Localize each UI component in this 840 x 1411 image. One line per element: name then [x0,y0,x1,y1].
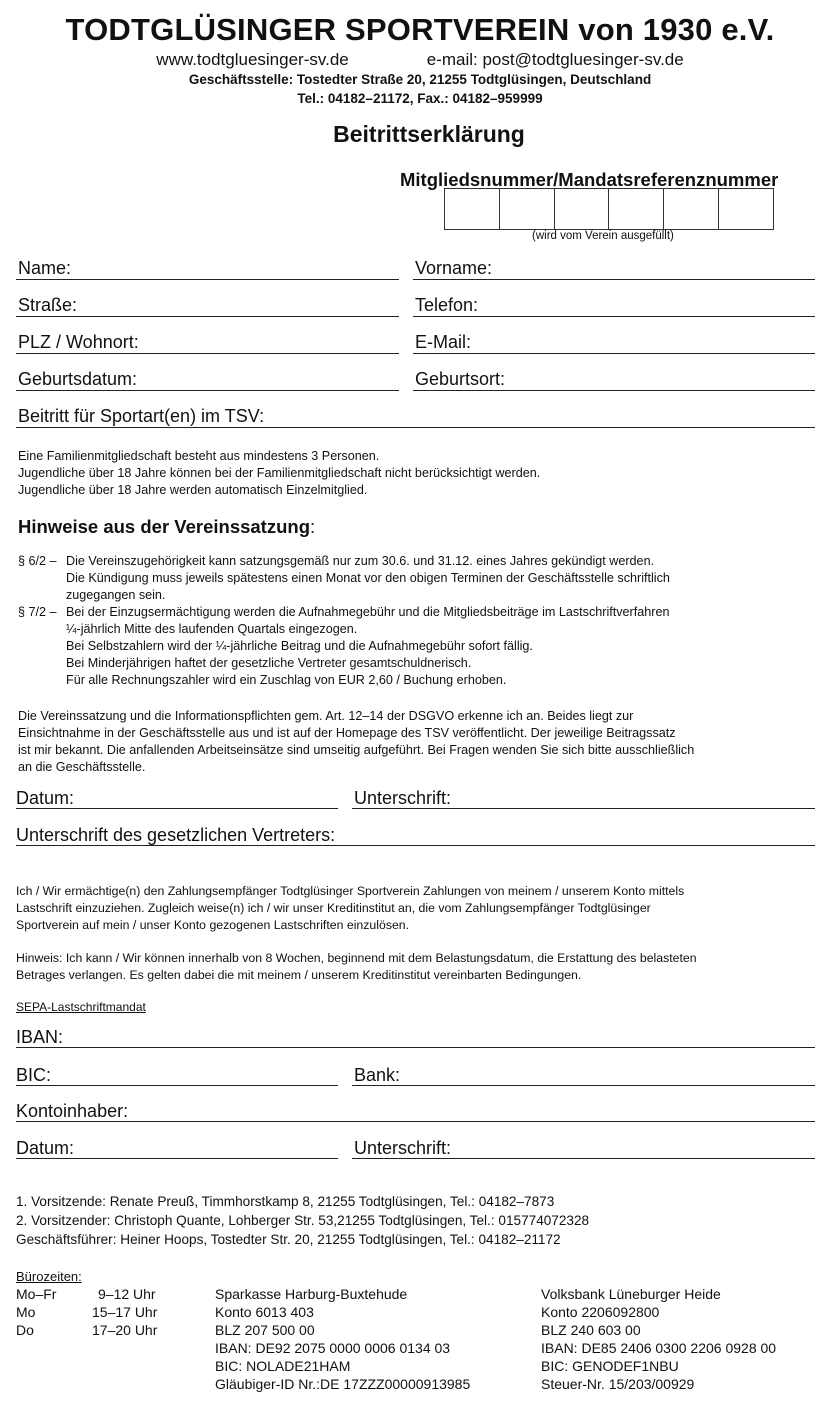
mandate-note-line: Betrages verlangen. Es gelten dabei die mit meinem / unserem Kreditinstitut vereinbarten Bedingungen. [16,968,582,982]
member-number-box[interactable] [719,189,773,229]
member-number-box[interactable] [445,189,500,229]
paragraph-line: Bei der Einzugsermächtigung werden die Aufnahmegebühr und die Mitgliedsbeiträge im Lastschriftverfahren [66,605,670,619]
dsgvo-line: ist mir bekannt. Die anfallenden Arbeitseinsätze sind umseitig aufgeführt. Bei Fragen wenden Sie sich bitte ausschließlich [18,743,695,757]
paragraph-label: § 6/2 – [18,554,57,568]
mandate-line: Sportverein auf mein / unser Konto gezogenen Lastschriften einzulösen. [16,918,410,932]
bank1-line: Gläubiger-ID Nr.:DE 17ZZZ00000913985 [215,1376,471,1392]
bic-field[interactable] [16,1085,338,1086]
bank2-line: BLZ 240 603 00 [541,1322,641,1338]
sepa-datum-label: Datum: [16,1138,75,1158]
office-phone: Tel.: 04182–21172, Fax.: 04182–959999 [297,91,543,106]
sepa-title: SEPA-Lastschriftmandat [16,1000,146,1014]
paragraph-line: Die Kündigung muss jeweils spätestens einen Monat vor den obigen Terminen der Geschäftsstelle schriftlich [66,571,670,585]
paragraph-line: Bei Minderjährigen haftet der gesetzliche Vertreter gesamtschuldnerisch. [66,656,472,670]
sepa-unterschrift-field[interactable] [352,1158,815,1159]
office-hours-title: Bürozeiten: [16,1269,82,1284]
bank1-line: Sparkasse Harburg-Buxtehude [215,1286,408,1302]
bank1-line: IBAN: DE92 2075 0000 0006 0134 03 [215,1340,451,1356]
member-number-note: (wird vom Verein ausgefüllt) [532,230,674,242]
bank-field[interactable] [352,1085,815,1086]
member-number-boxes[interactable] [444,188,774,230]
board-line: 1. Vorsitzende: Renate Preuß, Timmhorstkamp 8, 21255 Todtglüsingen, Tel.: 04182–7873 [16,1194,555,1209]
email-label: E-Mail: [415,332,472,352]
paragraph-line: ¼-jährlich Mitte des laufenden Quartals eingezogen. [66,622,358,636]
sepa-unterschrift-label: Unterschrift: [354,1138,452,1158]
member-number-label: Mitgliedsnummer/Mandatsreferenznummer [400,169,779,190]
strasse-field[interactable] [16,316,399,317]
kontoinhaber-field[interactable] [16,1121,815,1122]
sportart-label: Beitritt für Sportart(en) im TSV: [18,406,265,426]
bank2-line: Konto 2206092800 [541,1304,660,1320]
telefon-label: Telefon: [415,295,479,315]
office-hours-time: 9–12 Uhr [98,1286,156,1302]
sepa-datum-field[interactable] [16,1158,338,1159]
kontoinhaber-label: Kontoinhaber: [16,1101,129,1121]
paragraph-line: zugegangen sein. [66,588,166,602]
dsgvo-line: Die Vereinssatzung und die Informationspflichten gem. Art. 12–14 der DSGVO erkenne ich an. Beides liegt zur [18,709,634,723]
board-line: 2. Vorsitzender: Christoph Quante, Lohberger Str. 53,21255 Todtglüsingen, Tel.: 015774072328 [16,1213,590,1228]
office-hours-day: Do [16,1322,34,1338]
bank1-line: Konto 6013 403 [215,1304,314,1320]
office-hours-day: Mo [16,1304,36,1320]
mandate-line: Ich / Wir ermächtige(n) den Zahlungsempfänger Todtglüsinger Sportverein Zahlungen von meinem / unserem Konto mittels [16,884,685,898]
geburtsdatum-field[interactable] [16,390,399,391]
dsgvo-line: Einsichtnahme in der Geschäftsstelle aus und ist auf der Homepage des TSV veröffentlicht. Der jeweilige Beitragssatz [18,726,676,740]
member-number-box[interactable] [555,189,610,229]
bank2-line: BIC: GENODEF1NBU [541,1358,679,1374]
unterschrift-label: Unterschrift: [354,788,452,808]
office-hours-time: 15–17 Uhr [92,1304,158,1320]
iban-field[interactable] [16,1047,815,1048]
member-number-box[interactable] [609,189,664,229]
dsgvo-line: an die Geschäftsstelle. [18,760,146,774]
paragraph-label: § 7/2 – [18,605,57,619]
mandate-note-line: Hinweis: Ich kann / Wir können innerhalb von 8 Wochen, beginnend mit dem Belastungsdatum, die Erstattung des belasteten [16,951,697,965]
family-info-line: Jugendliche über 18 Jahre werden automatisch Einzelmitglied. [18,483,368,497]
geburtsort-label: Geburtsort: [415,369,506,389]
geburtsort-field[interactable] [413,390,815,391]
email-link[interactable]: e-mail: post@todtgluesinger-sv.de [426,50,684,69]
office-hours-day: Mo–Fr [16,1286,57,1302]
mandate-line: Lastschrift einzuziehen. Zugleich weise(n) ich / wir unser Kreditinstitut an, die vom Zahlungsempfänger Todtglüsinger [16,901,651,915]
plz-ort-field[interactable] [16,353,399,354]
office-hours-time: 17–20 Uhr [92,1322,158,1338]
office-address: Geschäftsstelle: Tostedter Straße 20, 21255 Todtglüsingen, Deutschland [188,72,652,87]
website-link[interactable]: www.todtgluesinger-sv.de [156,50,349,69]
bank-label: Bank: [354,1065,401,1085]
datum-field[interactable] [16,808,338,809]
paragraph-line: Für alle Rechnungszahler wird ein Zuschlag von EUR 2,60 / Buchung erhoben. [66,673,507,687]
name-label: Name: [18,258,72,278]
vertreter-label: Unterschrift des gesetzlichen Vertreters: [16,825,336,845]
bank1-line: BIC: NOLADE21HAM [215,1358,351,1374]
bank1-line: BLZ 207 500 00 [215,1322,315,1338]
name-field[interactable] [16,279,399,280]
vorname-label: Vorname: [415,258,493,278]
email-field[interactable] [413,353,815,354]
bank2-line: IBAN: DE85 2406 0300 2206 0928 00 [541,1340,777,1356]
geburtsdatum-label: Geburtsdatum: [18,369,138,389]
member-number-box[interactable] [500,189,555,229]
vorname-field[interactable] [413,279,815,280]
club-title: TODTGLÜSINGER SPORTVEREIN von 1930 e.V. [65,12,775,47]
hinweise-heading: Hinweise aus der Vereinssatzung: [18,516,316,537]
member-number-box[interactable] [664,189,719,229]
paragraph-line: Bei Selbstzahlern wird der ¼-jährliche Beitrag und die Aufnahmegebühr sofort fällig. [66,639,533,653]
datum-label: Datum: [16,788,75,808]
bic-label: BIC: [16,1065,52,1085]
bank2-line: Volksbank Lüneburger Heide [541,1286,721,1302]
strasse-label: Straße: [18,295,78,315]
paragraph-line: Die Vereinszugehörigkeit kann satzungsgemäß nur zum 30.6. und 31.12. eines Jahres gekündigt werden. [66,554,655,568]
board-line: Geschäftsführer: Heiner Hoops, Tostedter Str. 20, 21255 Todtglüsingen, Tel.: 04182–21172 [16,1232,561,1247]
bank2-line: Steuer-Nr. 15/203/00929 [541,1376,695,1392]
telefon-field[interactable] [413,316,815,317]
unterschrift-field[interactable] [352,808,815,809]
plz-ort-label: PLZ / Wohnort: [18,332,139,352]
vertreter-field[interactable] [16,845,815,846]
sportart-field[interactable] [16,427,815,428]
iban-label: IBAN: [16,1027,64,1047]
family-info-line: Eine Familienmitgliedschaft besteht aus mindestens 3 Personen. [18,449,380,463]
form-title: Beitrittserklärung [333,121,525,147]
contact-line [0,51,840,69]
family-info-line: Jugendliche über 18 Jahre können bei der Familienmitgliedschaft nicht berücksichtigt werden. [18,466,541,480]
